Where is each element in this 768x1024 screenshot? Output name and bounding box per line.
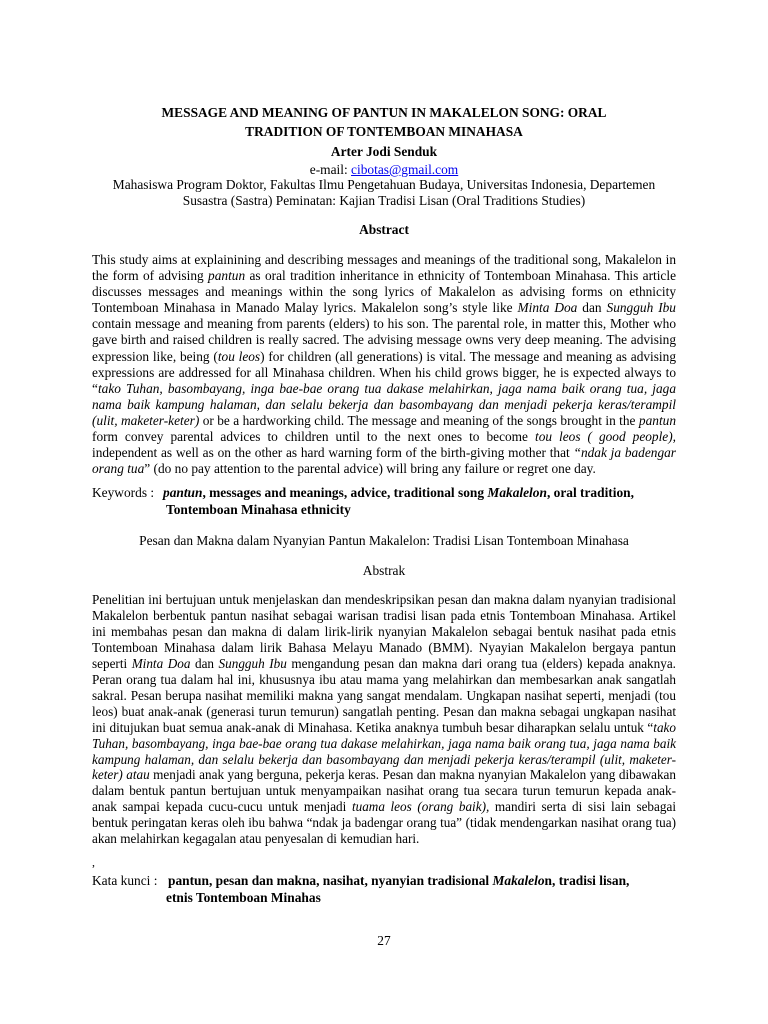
title-line-2: TRADITION OF TONTEMBOAN MINAHASA [245, 124, 523, 139]
indonesian-title: Pesan dan Makna dalam Nyanyian Pantun Makalelon: Tradisi Lisan Tontemboan Minahasa [139, 533, 629, 548]
affiliation-line-1: Mahasiswa Program Doktor, Fakultas Ilmu Pengetahuan Budaya, Universitas Indonesia, Departemen [112, 177, 656, 192]
keywords-values [163, 485, 634, 500]
abstract-text: form convey parental advices to children until to the next ones to become [92, 429, 535, 445]
page-number: 27 [377, 933, 391, 948]
abstrak-italic: Sungguh Ibu [218, 655, 287, 671]
paper-title [92, 103, 676, 141]
keyword-text: , oral tradition, [546, 485, 634, 500]
kata-kunci-values [168, 873, 629, 888]
keyword-italic: Makalelon [487, 485, 547, 500]
abstrak-text: mengandung pesan dan makna dari orang tua (elders) kepada anaknya. Peran orang tua dalam hal ini, khususnya ibu atau mama yang melahirkan dan membesarkan anak sangatlah sakral. Pesan berupa nasihat memiliki makna yang sangat mendalam. Ungkapan nasihat seperti, menjadi (tou leos) buat anak-anak (generasi turun temurun) sangatlah penting. Pesan dan makna sebagai ungkapan nasihat ini ditujukan buat semua anak-anak di Minahasa. Ketika anaknya tumbuh besar diharapkan selalu untuk “ [92, 655, 676, 735]
stray-comma: , [92, 855, 95, 869]
abstrak-text: dan [190, 655, 219, 671]
abstrak-italic: Minta Doa [131, 655, 191, 671]
kata-kunci-continuation: etnis Tontemboan Minahas [166, 890, 321, 905]
keyword-text: , messages and meanings, advice, traditional song [202, 485, 488, 500]
email-link[interactable]: cibotas@gmail.com [351, 162, 459, 177]
kata-kunci-text: n, tradisi lisan, [544, 873, 630, 888]
abstrak-body [92, 592, 676, 847]
abstract-italic: Sungguh Ibu [606, 300, 676, 316]
author-affiliation [92, 177, 676, 209]
abstract-text: independent as well as on the other as hard warning form of the birth-giving mother that [92, 445, 574, 461]
abstract-text: ” (do no pay attention to the parental advice) will bring any failure or regret one day. [144, 461, 596, 477]
keywords-continuation: Tontemboan Minahasa ethnicity [166, 502, 351, 517]
kata-kunci-italic: Makalelo [492, 873, 545, 888]
abstract-text: This study aims at explainining and describing messages and meanings of the traditional song, Makalelon in the form of advising [92, 252, 676, 284]
abstract-italic: pantun [638, 412, 676, 428]
keyword-italic: pantun [163, 485, 203, 500]
abstract-text: as oral tradition inheritance in ethnicity of Tontemboan Minahasa. This article discusses messages and meanings within the song lyrics of Makalelon as advising forms on ethnicity Tontemboan Minahasa in Manado Malay lyrics. Makalelon song’s style like [92, 268, 676, 316]
abstrak-text: menjadi anak yang berguna, pekerja keras. Pesan dan makna nyanyian Makalelon yang dibawakan dalam bentuk pantun bertujuan untuk menyampaikan nasihat orang tua secara turun temurun kepada anak-anak sampai kepada cucu-cucu untuk menjadi [92, 767, 676, 815]
email-label: e-mail: [309, 162, 352, 177]
title-line-1: MESSAGE AND MEANING OF PANTUN IN MAKALELON SONG: ORAL [161, 105, 607, 120]
abstract-italic: tou leos ( good people), [534, 429, 676, 445]
author-email [92, 161, 676, 178]
abstract-text: contain message and meaning from parents (elders) to his son. The parental role, in matter this, Mother who gave birth and raised children is really sacred. The advising message owns very deep meaning. The advising expression like, being ( [92, 316, 676, 364]
abstract-heading: Abstract [359, 222, 409, 237]
abstract-italic: “ndak ja badengar orang tua [92, 445, 676, 477]
abstract-body [92, 252, 676, 477]
abstract-italic: pantun [208, 268, 246, 284]
kata-kunci [92, 872, 676, 906]
kata-kunci-text: pantun, pesan dan makna, nasihat, nyanyian tradisional [168, 873, 493, 888]
abstract-text: ) for children (all generations) is vital. The message and meaning as advising expressions are addressed for all Minahasa children. When his child grows bigger, he is expected always to “ [92, 348, 676, 396]
abstrak-italic: tuama leos (orang baik), [351, 799, 490, 815]
abstract-text: or be a hardworking child. The message and meaning of the songs brought in the [199, 412, 639, 428]
abstract-italic: tako Tuhan, basombayang, inga bae-bae orang tua dakase melahirkan, jaga nama baik orang tua, jaga nama baik kampung halaman, dan selalu bekerja dan basombayang dan menjadi pekerja keras/terampil (ulit, maketer-keter) [92, 380, 676, 428]
affiliation-line-2: Susastra (Sastra) Peminatan: Kajian Tradisi Lisan (Oral Traditions Studies) [182, 193, 586, 208]
abstract-italic: Minta Doa [517, 300, 578, 316]
author-name: Arter Jodi Senduk [330, 144, 438, 159]
kata-kunci-label: Kata kunci : [92, 873, 158, 888]
abstrak-text: Penelitian ini bertujuan untuk menjelaskan dan mendeskripsikan pesan dan makna dalam nyanyian tradisional Makalelon berbentuk pantun nasihat sebagai warisan tradisi lisan pada etnis Tontemboan Minahasa. Artikel ini membahas pesan dan makna di dalam lirik-lirik nyanyian Makalelon sebagai bentuk nasihat pada etnis Tontemboan Minahasa dalam lirik Bahasa Melayu Manado (BMM). Nyayian Makalelon bergaya pantun seperti [92, 592, 676, 671]
abstract-text: dan [577, 300, 607, 316]
abstrak-italic: tako Tuhan, basombayang, inga bae-bae orang tua dakase melahirkan, jaga nama baik orang tua, jaga nama baik kampung halaman, dan selalu bekerja dan basombayang dan menjadi pekerja keras/terampil (ulit, maketer-keter) atau [92, 719, 676, 783]
keywords-label: Keywords : [92, 485, 155, 500]
abstrak-heading: Abstrak [362, 563, 406, 578]
abstrak-text: mandiri serta di sisi lain sebagai bentuk peringatan keras oleh ibu bahwa “ndak ja badengar orang tua” (tidak mendengarkan nasihat orang tua) akan melahirkan kegagalan atau penyesalan di kemudian hari. [92, 799, 676, 847]
abstract-italic: tou leos [217, 348, 261, 364]
keywords [92, 484, 676, 518]
